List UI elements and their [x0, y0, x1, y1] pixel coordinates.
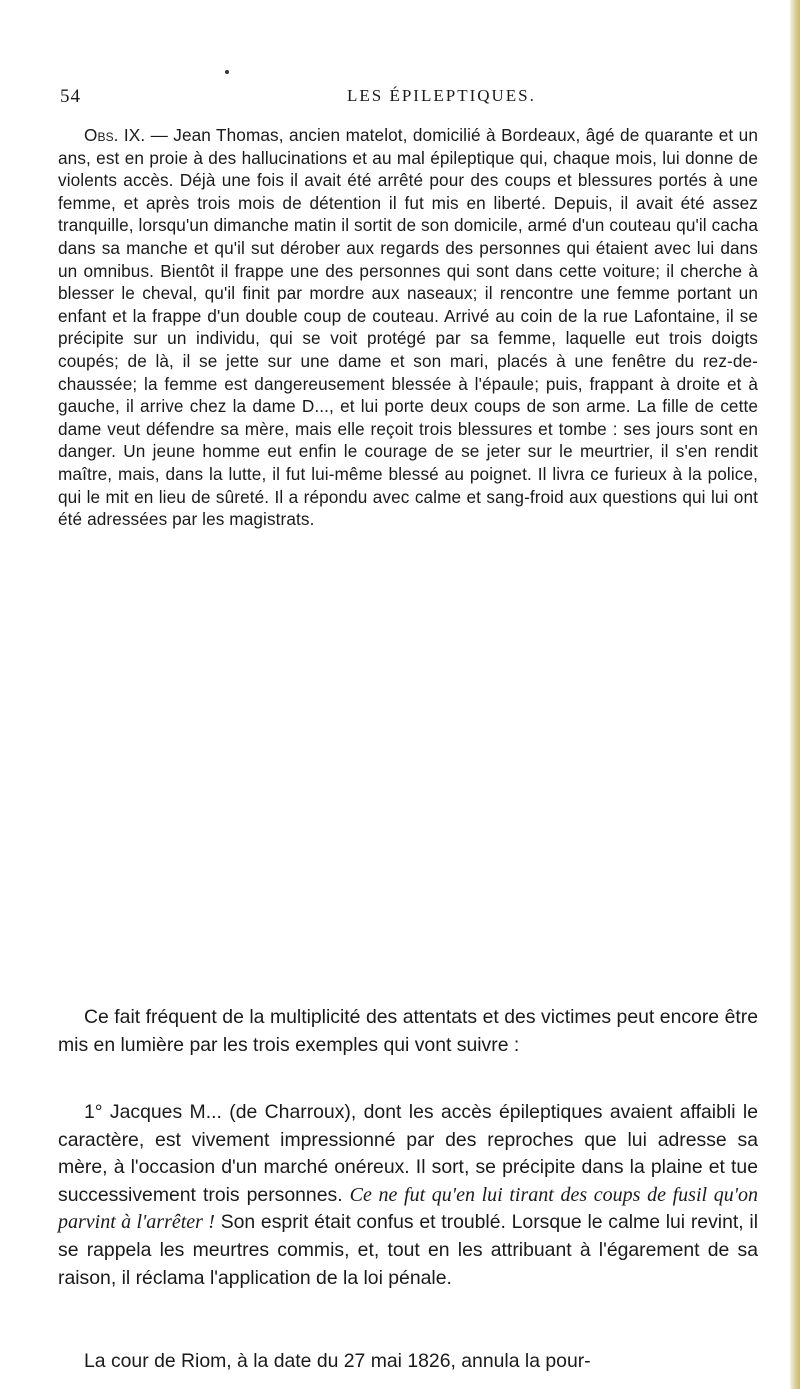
observation-label: Obs. IX. [84, 125, 146, 145]
page-header [60, 86, 750, 112]
paragraph-intro: Ce fait fréquent de la multiplicité des attentats et des victimes peut encore être mis en lumière par les trois exemples qui vont suivre : [58, 1006, 758, 1056]
paragraph-example-1-italic: Ce ne fut qu'en lui tirant des coups de fusil qu'on parvint à l'arrêter ! [58, 1183, 758, 1234]
page-number: 54 [60, 86, 81, 107]
observation-text: — Jean Thomas, ancien matelot, domicilié à Bordeaux, âgé de quarante et un ans, est en proie à des hallucinations et au mal épileptique qui, chaque mois, lui donne de violents accès. Déjà une fois il avait été arrêté pour des coups et blessures portés à une femme, et après trois mois de détention il fut mis en liberté. Depuis, il avait été assez tranquille, lorsqu'un dimanche matin il sortit de son domicile, armé d'un couteau qu'il cacha dans sa manche et qu'il sut dérober aux regards des personnes qui étaient avec lui dans un omnibus. Bientôt il frappe une des personnes qui sont dans cette voiture; il cherche à blesser le cheval, qu'il finit par mordre aux naseaux; il rencontre une femme portant un enfant et la frappe d'un double coup de couteau. Arrivé au coin de la rue Lafontaine, il se précipite sur un individu, qui se voit protégé par sa femme, laquelle eut trois doigts coupés; de là, il se jette sur une dame et son mari, placés à une fenêtre du rez-de-chaussée; la femme est dangereusement blessée à l'épaule; puis, frappant à droite et à gauche, il arrive chez la dame D..., et lui porte deux coups de son arme. La fille de cette dame veut défendre sa mère, mais elle reçoit trois blessures et tombe : ses jours sont en danger. Un jeune homme eut enfin le courage de se jeter sur le meurtrier, il s'en rendit maître, mais, dans la lutte, il fut lui-même blessé au poignet. Il livra ce furieux à la police, qui le mit en lieu de sûreté. Il a répondu avec calme et sang-froid aux questions qui lui ont été adressées par les magistrats. [58, 125, 758, 530]
observation-paragraph [58, 124, 758, 531]
paragraph-court: La cour de Riom, à la date du 27 mai 1826, annula la pour- [84, 1350, 591, 1372]
paragraph-example-1-end: Son esprit était confus et troublé. Lorsque le calme lui revint, il se rappela les meurtres commis, et, tout en les attribuant à l'égarement de sa raison, il réclama l'application de la loi pénale. [58, 1211, 758, 1289]
running-title: LES ÉPILEPTIQUES. [347, 86, 536, 105]
paragraph-example-1 [58, 1099, 758, 1292]
page-edge [790, 0, 800, 1389]
paragraph-example-1-start: 1° Jacques M... (de Charroux), dont les accès épileptiques avaient affaibli le caractère, est vivement impressionné par des reproches que lui adresse sa mère, à l'occasion d'un marché onéreux. Il sort, se précipite dans la plaine et tue successivement trois personnes. [58, 1101, 758, 1206]
ink-speck [225, 70, 229, 74]
